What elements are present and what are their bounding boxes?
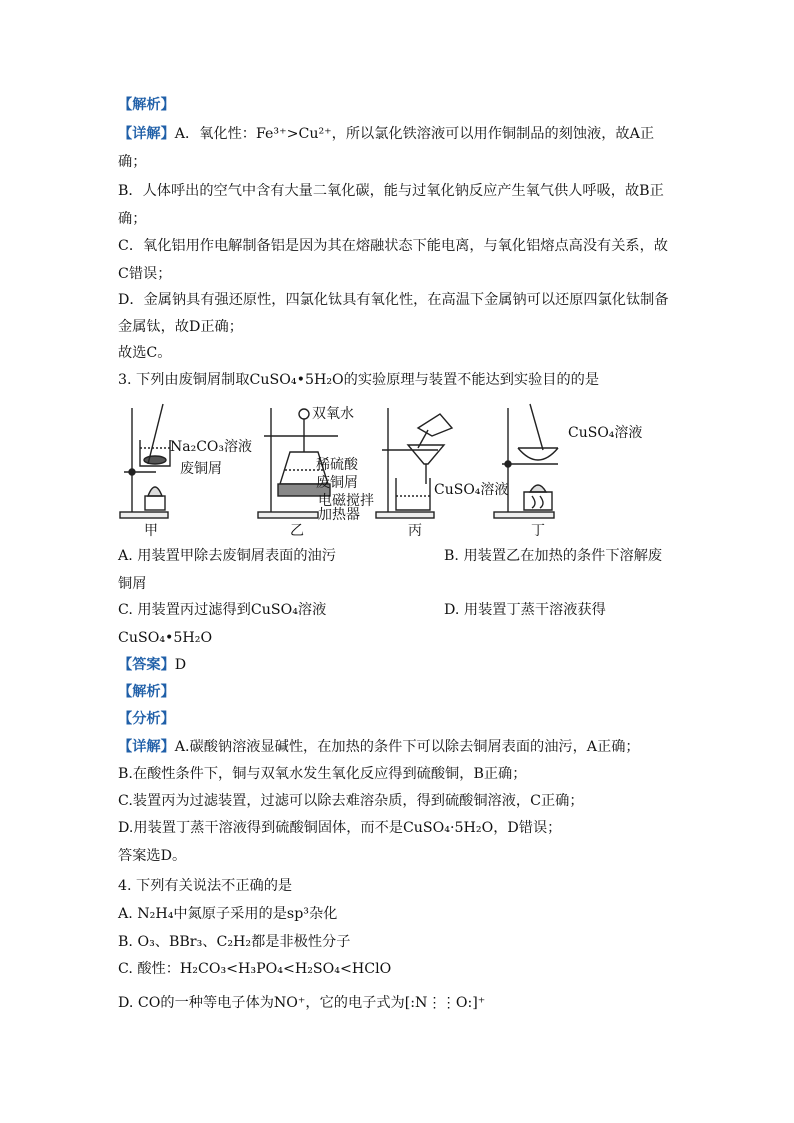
q4-option-b: B. O₃、BBr₃、C₂H₂都是非极性分子: [118, 934, 351, 950]
q3-option-b: B. 用装置乙在加热的条件下溶解废: [444, 548, 663, 564]
q3-option-d-cont: CuSO₄•5H₂O: [118, 630, 213, 646]
text-line: C.装置丙为过滤装置，过滤可以除去难溶杂质，得到硫酸铜溶液，C正确；: [118, 793, 584, 809]
label-magnetic-stirrer: 电磁搅拌: [318, 493, 374, 509]
text-line: 确；: [118, 211, 147, 227]
label-heater: 加热器: [318, 507, 360, 523]
question-3-stem: 3. 下列由废铜屑制取CuSO₄•5H₂O的实验原理与装置不能达到实验目的的是: [118, 372, 600, 388]
text-line: 故选C。: [118, 345, 172, 361]
caption-yi: 乙: [290, 523, 304, 539]
text-line: C．氧化铝用作电解制备铝是因为其在熔融状态下能电离，与氧化铝熔点高没有关系，故: [118, 238, 668, 254]
q4-option-a: A. N₂H₄中氮原子采用的是sp³杂化: [118, 906, 338, 922]
answer-tag: 【答案】: [118, 657, 175, 673]
text-line: B.在酸性条件下，铜与双氧水发生氧化反应得到硫酸铜，B正确；: [118, 766, 527, 782]
label-hydrogen-peroxide: 双氧水: [312, 406, 354, 422]
text-line: 金属钛，故D正确；: [118, 319, 243, 335]
text-line: 【详解】A.碳酸钠溶液显碱性，在加热的条件下可以除去铜屑表面的油污，A正确；: [118, 739, 640, 755]
label-waste-copper: 废铜屑: [180, 461, 222, 477]
section-tag-jiexi: 【解析】: [118, 97, 175, 113]
caption-jia: 甲: [144, 523, 158, 539]
q4-option-d: D. CO的一种等电子体为NO⁺，它的电子式为[:N⋮⋮O:]⁺: [118, 995, 486, 1011]
text-line: C错误；: [118, 266, 172, 282]
q3-option-d: D. 用装置丁蒸干溶液获得: [444, 602, 606, 618]
section-tag-fenxi: 【分析】: [118, 711, 175, 727]
label-cuso4-solution-ding: CuSO₄溶液: [568, 425, 643, 441]
label-waste-copper-2: 废铜屑: [316, 475, 358, 491]
text-line: D.用装置丁蒸干溶液得到硫酸铜固体，而不是CuSO₄·5H₂O，D错误；: [118, 820, 562, 836]
text-line: D．金属钠具有强还原性，四氯化钛具有氧化性，在高温下金属钠可以还原四氯化钛制备: [118, 292, 669, 308]
label-dilute-sulfuric-acid: 稀硫酸: [316, 457, 358, 473]
section-tag-xiangjie: 【详解】: [118, 126, 175, 142]
q3-option-a: A. 用装置甲除去废铜屑表面的油污: [118, 548, 336, 564]
answer-line: [118, 655, 186, 675]
label-na2co3-solution: Na₂CO₃溶液: [170, 439, 253, 455]
text-line: 确；: [118, 154, 147, 170]
section-tag-jiexi-2: 【解析】: [118, 684, 175, 700]
q3-option-b-cont: 铜屑: [118, 576, 147, 592]
q4-option-c: C. 酸性：H₂CO₃<H₃PO₄<H₂SO₄<HClO: [118, 961, 392, 977]
q3-option-c: C. 用装置丙过滤得到CuSO₄溶液: [118, 602, 327, 618]
section-tag-xiangjie-2: 【详解】: [118, 739, 175, 755]
caption-bing: 丙: [408, 523, 422, 539]
text-line: 【详解】A．氧化性：Fe³⁺>Cu²⁺，所以氯化铁溶液可以用作铜制品的刻蚀液，故A正: [118, 126, 655, 142]
text-line: 答案选D。: [118, 848, 187, 864]
text-line: B．人体呼出的空气中含有大量二氧化碳，能与过氧化钠反应产生氧气供人呼吸，故B正: [118, 183, 664, 199]
answer-value: D: [174, 657, 187, 673]
label-cuso4-solution-bing: CuSO₄溶液: [434, 482, 509, 498]
apparatus-figure: [118, 400, 678, 540]
caption-ding: 丁: [531, 523, 545, 539]
question-4-stem: 4. 下列有关说法不正确的是: [118, 878, 293, 894]
